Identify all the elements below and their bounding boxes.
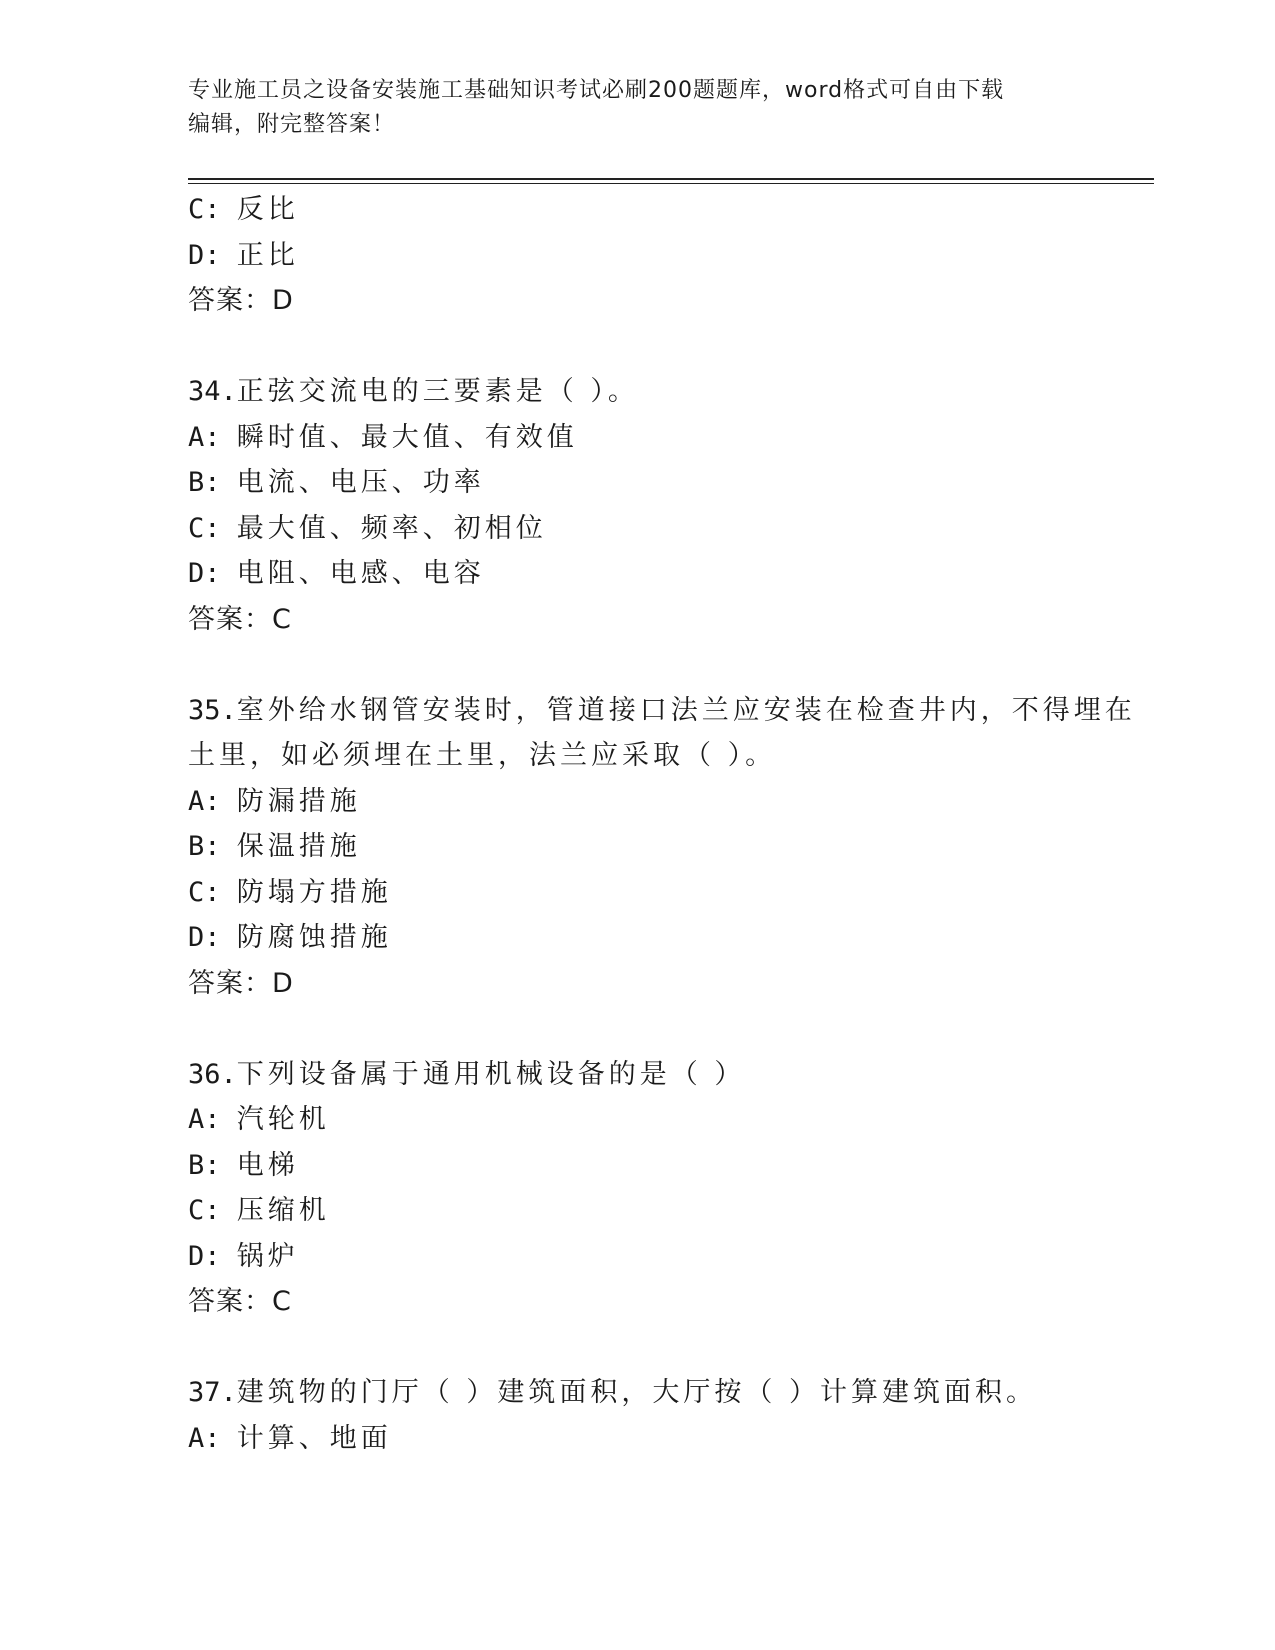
question-stem: 35.室外给水钢管安装时，管道接口法兰应安装在检查井内，不得埋在 (188, 694, 1136, 726)
question-35 (188, 688, 1136, 1007)
document-body (188, 187, 1136, 1461)
option-a: A: 计算、地面 (188, 1422, 392, 1454)
option-c: C: 反比 (188, 194, 299, 225)
header-rule-thick (188, 178, 1154, 180)
option-c: C: 防塌方措施 (188, 876, 392, 908)
option-a: A: 瞬时值、最大值、有效值 (188, 421, 578, 453)
question-stem: 34.正弦交流电的三要素是（ ）。 (188, 376, 639, 407)
question-34 (188, 369, 1088, 642)
option-a: A: 防漏措施 (188, 785, 361, 817)
option-d: D: 电阻、电感、电容 (188, 558, 485, 589)
option-c: C: 最大值、频率、初相位 (188, 512, 547, 544)
question-37 (188, 1370, 1088, 1461)
option-d: D: 锅炉 (188, 1240, 299, 1272)
question-stem: 36.下列设备属于通用机械设备的是（ ） (188, 1058, 746, 1090)
document-header (188, 74, 1088, 142)
question-stem: 37.建筑物的门厅（ ）建筑面积，大厅按（ ）计算建筑面积。 (188, 1377, 1037, 1408)
option-c: C: 压缩机 (188, 1195, 330, 1226)
header-line-1: 专业施工员之设备安装施工基础知识考试必刷200题题库，word格式可自由下载 (188, 78, 1005, 103)
option-a: A: 汽轮机 (188, 1104, 330, 1135)
answer: 答案：D (188, 285, 294, 316)
option-b: B: 保温措施 (188, 831, 361, 862)
answer: 答案：D (188, 967, 294, 999)
answer: 答案：C (188, 603, 292, 635)
previous-question-tail (188, 187, 1088, 324)
option-d: D: 正比 (188, 239, 299, 271)
answer: 答案：C (188, 1286, 292, 1317)
option-d: D: 防腐蚀措施 (188, 922, 392, 953)
option-b: B: 电流、电压、功率 (188, 467, 485, 498)
question-36 (188, 1052, 1088, 1325)
header-rule-thin (188, 183, 1154, 184)
option-b: B: 电梯 (188, 1149, 299, 1181)
header-line-2: 编辑，附完整答案！ (188, 112, 396, 137)
question-stem-continued: 土里，如必须埋在土里，法兰应采取（ ）。 (188, 740, 777, 771)
